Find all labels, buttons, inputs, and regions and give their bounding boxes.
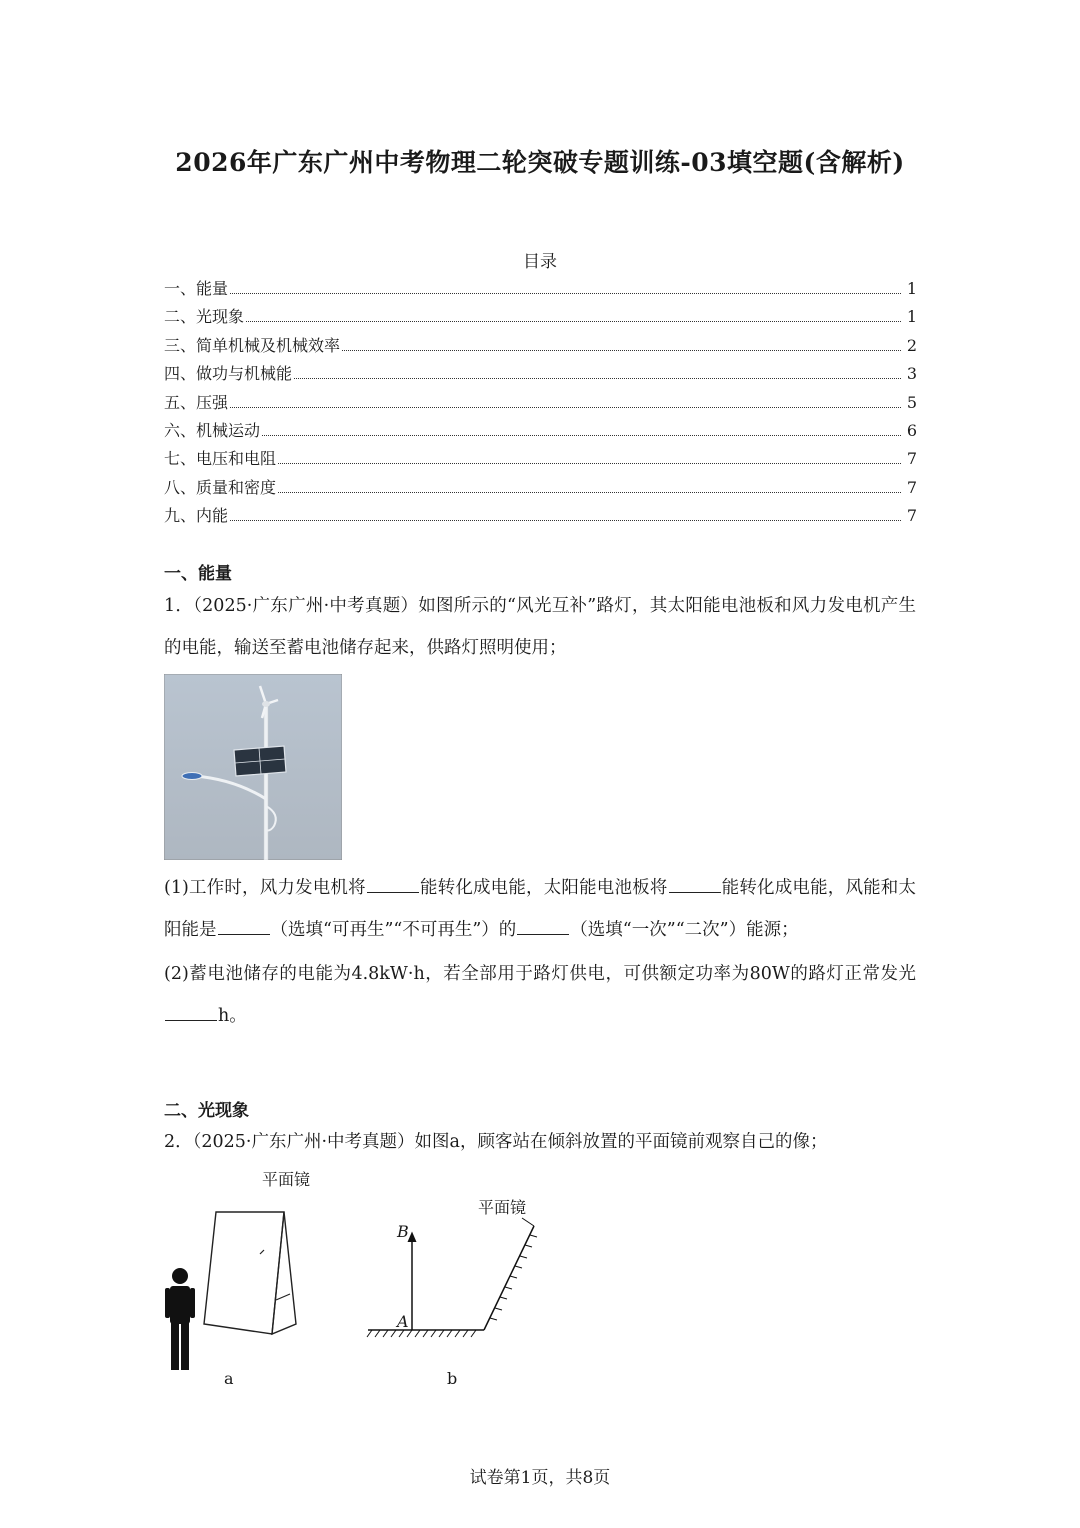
answer-blank[interactable] xyxy=(367,874,419,893)
q1-part1-text-b: 能转化成电能，太阳能电池板将 xyxy=(419,878,668,898)
answer-blank[interactable] xyxy=(218,916,270,935)
figure-b-point-a-label: A xyxy=(397,1312,409,1331)
toc-entry-label: 四、做功与机械能 xyxy=(164,364,293,384)
toc-leader-dots xyxy=(262,435,901,436)
toc-entry[interactable] xyxy=(164,276,917,304)
page-footer: 试卷第1页，共8页 xyxy=(469,1468,611,1488)
toc-entry-label: 九、内能 xyxy=(164,506,229,526)
toc-entry-page: 6 xyxy=(906,420,917,440)
toc-entry-label: 三、简单机械及机械效率 xyxy=(164,335,341,355)
answer-blank[interactable] xyxy=(669,874,721,893)
page-title: 2026年广东广州中考物理二轮突破专题训练-03填空题(含解析) xyxy=(175,148,905,177)
toc-leader-dots xyxy=(230,293,901,294)
answer-blank[interactable] xyxy=(165,1002,217,1021)
toc-leader-dots xyxy=(230,407,901,408)
question-1-intro: 1．（2025·广东广州·中考真题）如图所示的“风光互补”路灯，其太阳能电池板和风力发电机产生的电能，输送至蓄电池储存起来，供路灯照明使用； xyxy=(164,596,916,658)
toc-entry-page: 7 xyxy=(906,449,917,469)
toc-entry-label: 七、电压和电阻 xyxy=(164,449,277,469)
toc-entry[interactable] xyxy=(164,446,917,474)
street-lamp-photo xyxy=(164,674,342,860)
toc-entry-label: 八、质量和密度 xyxy=(164,477,277,497)
toc-entry-label: 二、光现象 xyxy=(164,307,245,327)
q1-part2-text-a: (2)蓄电池储存的电能为4.8kW·h，若全部用于路灯供电，可供额定功率为80W的路灯正常发光 xyxy=(164,964,916,984)
figure-a-caption: a xyxy=(224,1369,234,1388)
question-1-part-2 xyxy=(164,953,916,1037)
toc-leader-dots xyxy=(342,350,901,351)
toc-entry-page: 7 xyxy=(906,477,917,497)
toc-entry-page: 3 xyxy=(906,364,917,384)
toc-leader-dots xyxy=(278,492,901,493)
toc-entry-label: 五、压强 xyxy=(164,392,229,412)
toc-leader-dots xyxy=(294,378,901,379)
question-1-part-1 xyxy=(164,867,916,951)
toc-leader-dots xyxy=(230,520,901,521)
toc-entry[interactable] xyxy=(164,418,917,446)
toc-leader-dots xyxy=(246,321,901,322)
figure-b-caption: b xyxy=(447,1369,458,1388)
section-heading-energy: 一、能量 xyxy=(164,564,232,584)
q1-part1-text-e: （选填“一次”“二次”）能源； xyxy=(570,920,799,940)
toc-entry[interactable] xyxy=(164,304,917,332)
toc-entry-label: 一、能量 xyxy=(164,279,229,298)
q1-part2-text-b: h。 xyxy=(218,1006,247,1026)
toc-leader-dots xyxy=(278,463,901,464)
toc-entry-page: 1 xyxy=(906,279,917,298)
question-2-intro: 2．（2025·广东广州·中考真题）如图a，顾客站在倾斜放置的平面镜前观察自己的像； xyxy=(164,1132,828,1152)
q1-part1-text-a: (1)工作时，风力发电机将 xyxy=(164,878,366,898)
section-heading-optics: 二、光现象 xyxy=(164,1101,249,1121)
answer-blank[interactable] xyxy=(517,916,569,935)
toc-entry[interactable] xyxy=(164,333,917,361)
toc-entry[interactable] xyxy=(164,390,917,418)
toc-entry[interactable] xyxy=(164,503,917,531)
figure-b-point-b-label: B xyxy=(397,1222,409,1241)
toc-entry-page: 7 xyxy=(906,506,917,526)
q1-part1-text-d: （选填“可再生”“不可再生”）的 xyxy=(270,920,517,940)
toc-entry[interactable] xyxy=(164,361,917,389)
toc-entry-label: 六、机械运动 xyxy=(164,420,261,440)
toc-entry[interactable] xyxy=(164,475,917,503)
toc-entry-page: 5 xyxy=(906,392,917,412)
figure-b-mirror-label: 平面镜 xyxy=(478,1198,527,1217)
table-of-contents xyxy=(164,276,917,532)
toc-heading: 目录 xyxy=(523,252,557,272)
toc-entry-page: 1 xyxy=(906,307,917,327)
toc-entry-page: 2 xyxy=(906,335,917,355)
figure-a-mirror-scene xyxy=(160,1200,310,1380)
figure-a-mirror-label: 平面镜 xyxy=(262,1170,311,1189)
q1-part1-text-c: 能转化成电能，风能和太阳能是 xyxy=(164,878,916,940)
